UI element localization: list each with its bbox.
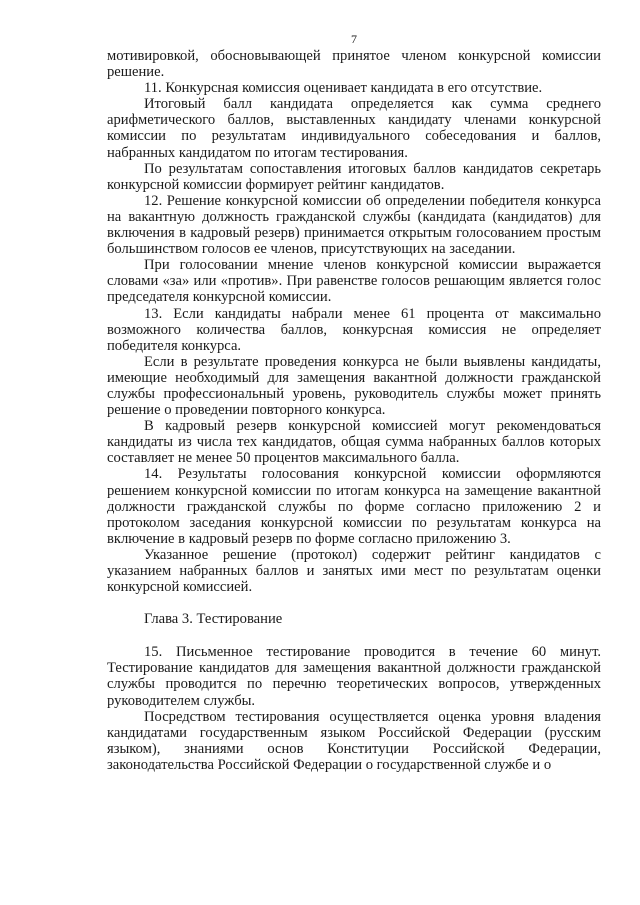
paragraph-13: 13. Если кандидаты набрали менее 61 процента от максимально возможного количества баллов, конкурсная комиссия не определяет победителя конкурса.: [107, 305, 601, 354]
paragraph-repeat-contest: Если в результате проведения конкурса не были выявлены кандидаты, имеющие необходимый для замещения вакантной должности гражданской службы профессиональный уровень, руководитель службы может принять решение о проведении повторного конкурса.: [107, 353, 601, 419]
paragraph-11: 11. Конкурсная комиссия оценивает кандидата в его отсутствие.: [144, 80, 543, 97]
paragraph-voting: При голосовании мнение членов конкурсной комиссии выражается словами «за» или «против». При равенстве голосов решающим является голос председателя конкурсной комиссии.: [107, 257, 601, 306]
paragraph-rating: По результатам сопоставления итоговых баллов кандидатов секретарь конкурсной комиссии формирует рейтинг кандидатов.: [107, 160, 601, 193]
paragraph-personnel-reserve: В кадровый резерв конкурсной комиссией могут рекомендоваться кандидаты из числа тех кандидатов, общая сумма набранных баллов которых составляет не менее 50 процентов максимального балла.: [107, 418, 601, 467]
paragraph-14: 14. Результаты голосования конкурсной комиссии оформляются решением конкурсной комиссии по итогам конкурса на замещение вакантной должности гражданской службы по форме согласно приложению 2 и протоколом заседания конкурсной комиссии по результатам конкурса на включение в кадровый резерв по форме согласно приложению 3.: [107, 466, 601, 547]
paragraph-final-score: Итоговый балл кандидата определяется как сумма среднего арифметического баллов, выставленных кандидату членами конкурсной комиссии по результатам индивидуального собеседования и баллов, набранных кандидатом по итогам тестирования.: [107, 96, 601, 161]
paragraph-decision-rating: Указанное решение (протокол) содержит рейтинг кандидатов с указанием набранных баллов и занятых ими мест по результатам оценки конкурсной комиссией.: [107, 546, 601, 596]
chapter-heading: Глава 3. Тестирование: [144, 611, 283, 628]
paragraph-continuation: мотивировкой, обосновывающей принятое членом конкурсной комиссии решение.: [107, 48, 601, 81]
paragraph-testing-assessment: Посредством тестирования осуществляется оценка уровня владения кандидатами государственным языком Российской Федерации (русским языком), знаниями основ Конституции Российской Федерации, законодательства Российской Федерации о государственной службе и о: [107, 708, 601, 773]
document-page: [107, 0, 601, 905]
page-number: 7: [351, 32, 357, 46]
paragraph-15: 15. Письменное тестирование проводится в течение 60 минут. Тестирование кандидатов для замещения вакантной должности гражданской службы проводится по перечню теоретических вопросов, утвержденных руководителем службы.: [107, 644, 601, 709]
paragraph-12: 12. Решение конкурсной комиссии об определении победителя конкурса на вакантную должность гражданской службы (кандидата (кандидатов) для включения в кадровый резерв) принимается открытым голосованием простым большинством голосов ее членов, присутствующих на заседании.: [107, 192, 601, 258]
document-body: [107, 48, 601, 773]
